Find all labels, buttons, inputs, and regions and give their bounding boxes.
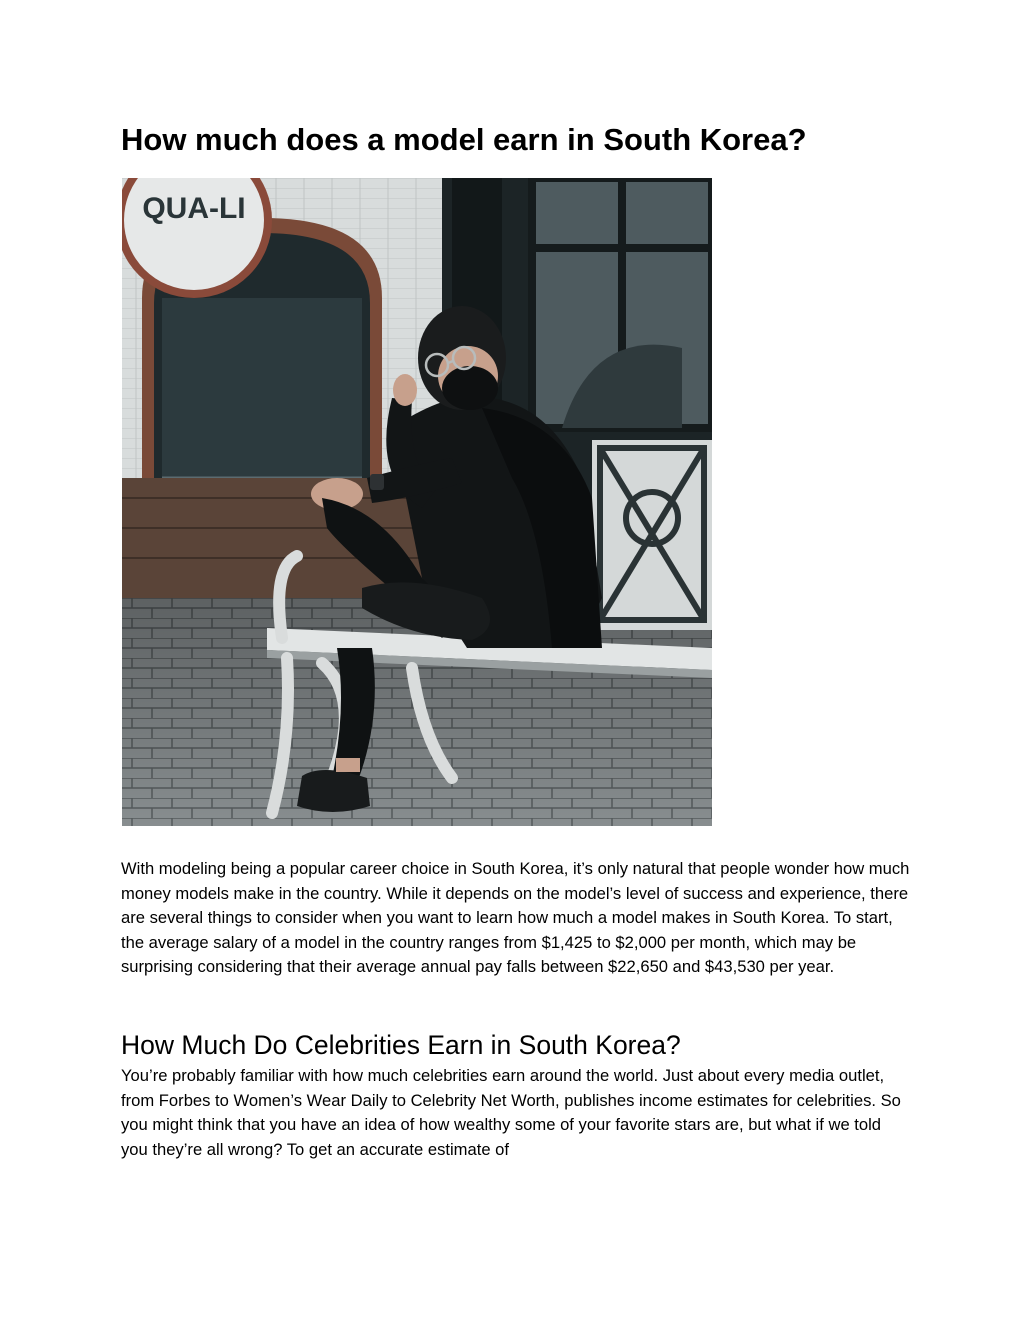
intro-paragraph: With modeling being a popular career choice in South Korea, it’s only natural that people wonder how much money models make in the country. While it depends on the model’s level of success and experience, there are several things to consider when you want to learn how much a model makes in South Korea. To start, the average salary of a model in the country ranges from $1,425 to $2,000 per month, which may be surprising considering that their average annual pay falls between $22,650 and $43,530 per year.: [121, 859, 910, 976]
article-photo: [122, 178, 712, 826]
article-title: How much does a model earn in South Korea?: [121, 122, 807, 157]
section-paragraph: You’re probably familiar with how much celebrities earn around the world. Just about every media outlet, from Forbes to Women’s Wear Daily to Celebrity Net Worth, publishes income estimates for celebrities. So you might think that you have an idea of how wealthy some of your favorite stars are, but what if we told you they’re all wrong? To get an accurate estimate of: [121, 1066, 901, 1159]
sign-text: QUA-LI: [142, 192, 246, 225]
section-heading: How Much Do Celebrities Earn in South Korea?: [121, 1030, 681, 1060]
